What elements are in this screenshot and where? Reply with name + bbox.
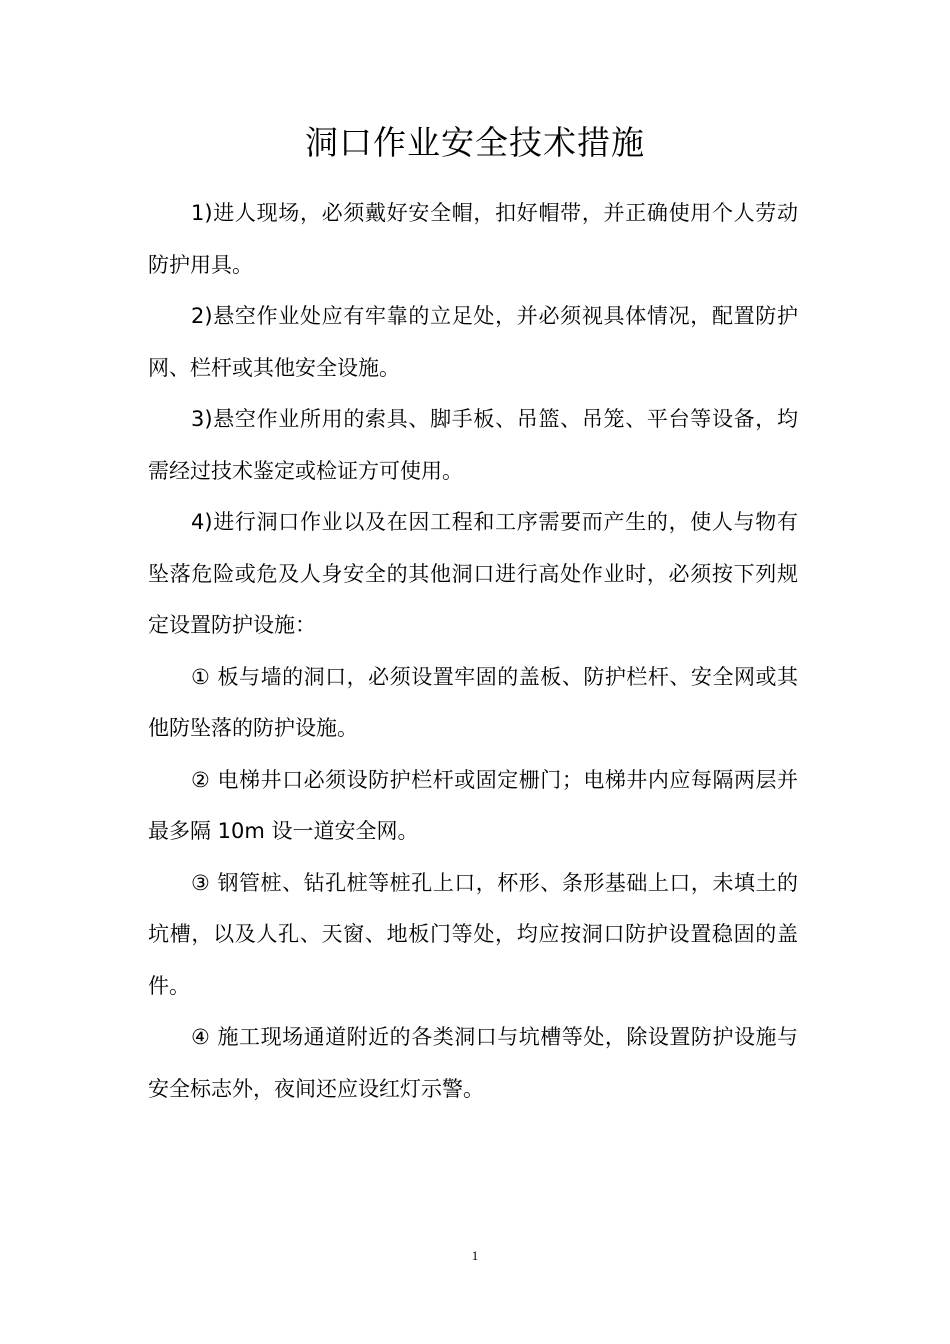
page-number: 1 [471,1248,479,1263]
paragraph-8: ④ 施工现场通道附近的各类洞口与坑槽等处，除设置防护设施与安全标志外，夜间还应设红灯示警。 [148,1025,798,1101]
paragraph-1: 1)进人现场，必须戴好安全帽，扣好帽带，并正确使用个人劳动防护用具。 [148,201,798,277]
paragraph-2: 2)悬空作业处应有牢靠的立足处，并必须视具体情况，配置防护网、栏杆或其他安全设施。 [148,304,798,380]
paragraph-4: 4)进行洞口作业以及在因工程和工序需要而产生的，使人与物有坠落危险或危及人身安全的其他洞口进行高处作业时，必须按下列规定设置防护设施： [148,510,798,637]
document-title: 洞口作业安全技术措施 [305,123,645,162]
paragraph-7: ③ 钢管桩、钻孔桩等桩孔上口，杯形、条形基础上口，未填土的坑槽，以及人孔、天窗、地板门等处，均应按洞口防护设置稳固的盖件。 [148,870,798,998]
document-body [148,188,798,1115]
paragraph-6: ② 电梯井口必须设防护栏杆或固定栅门；电梯井内应每隔两层并最多隔 10m 设一道安全网。 [148,767,798,843]
paragraph-3: 3)悬空作业所用的索具、脚手板、吊篮、吊笼、平台等设备，均需经过技术鉴定或检证方可使用。 [148,407,798,483]
paragraph-5: ① 板与墙的洞口，必须设置牢固的盖板、防护栏杆、安全网或其他防坠落的防护设施。 [148,664,798,740]
